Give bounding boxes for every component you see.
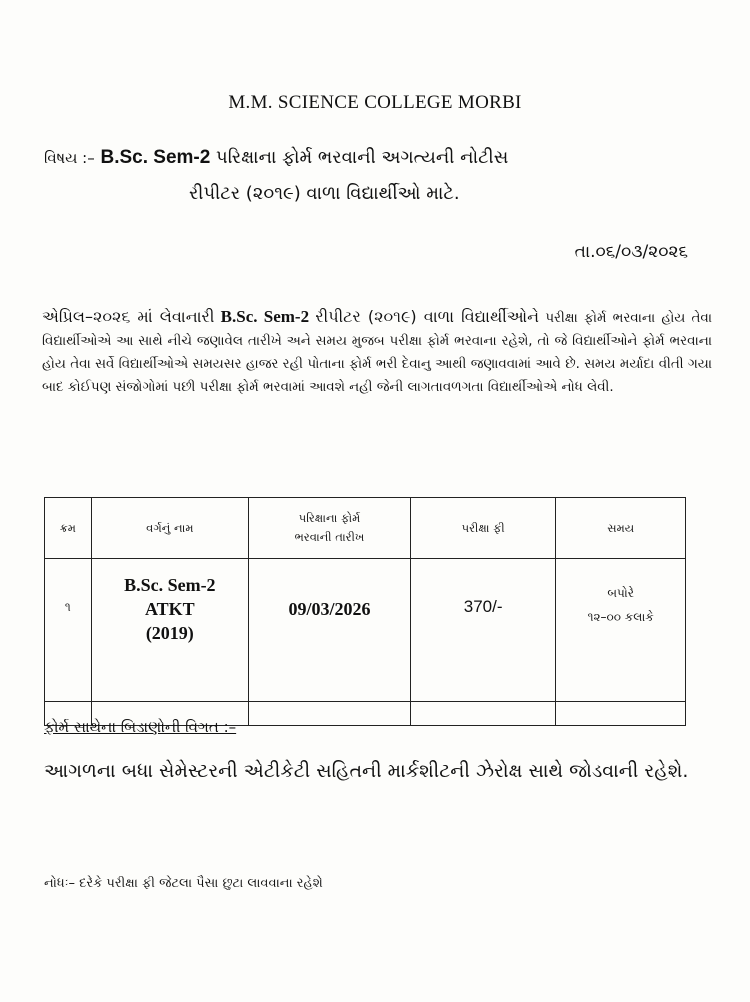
empty-cell xyxy=(556,702,686,726)
header-form-date-line1: પરિક્ષાના ફોર્મ xyxy=(298,511,361,525)
header-form-date-line2: ભરવાની તારીખ xyxy=(294,530,365,544)
cell-time-line1: બપોરે xyxy=(607,586,635,600)
header-form-date xyxy=(249,498,411,559)
cell-class-line3: (2019) xyxy=(145,623,194,643)
empty-cell xyxy=(249,702,411,726)
cell-class-line1: B.Sc. Sem-2 xyxy=(124,575,216,595)
attachments-text: આગળના બધા સેમેસ્ટરની એટીકેટી સહિતની માર્કશીટની ઝેરોક્ષ સાથે જોડવાની રહેશે. xyxy=(44,760,689,782)
cell-form-date: 09/03/2026 xyxy=(249,559,411,702)
cell-fee: 370/- xyxy=(410,559,555,702)
cell-class-line2: ATKT xyxy=(144,599,195,619)
notice-paragraph xyxy=(42,305,712,399)
notice-after-course: રીપીટર (૨૦૧૯) વાળા વિદ્યાર્થીઓને xyxy=(315,307,540,326)
cell-time xyxy=(556,559,686,702)
header-time: સમય xyxy=(556,498,686,559)
empty-cell xyxy=(410,702,555,726)
header-sr: ક્રમ xyxy=(45,498,92,559)
cell-time-line2: ૧૨–૦૦ કલાકે xyxy=(587,610,654,624)
table-header-row xyxy=(45,498,686,559)
fee-note: નોધઃ– દરેકે પરીક્ષા ફી જેટલા પૈસા છુટા લાવવાના રહેશે xyxy=(44,876,323,891)
notice-date: તા.૦૬/૦૩/૨૦૨૬ xyxy=(574,242,688,262)
subject-line xyxy=(44,140,724,212)
notice-course: B.Sc. Sem-2 xyxy=(220,307,310,326)
college-name: M.M. SCIENCE COLLEGE MORBI xyxy=(228,92,522,113)
notice-lead: એપ્રિલ–૨૦૨૬ માં લેવાનારી xyxy=(42,307,215,326)
subject-label: વિષય :– xyxy=(44,149,95,167)
exam-fee-table xyxy=(44,497,686,726)
header-class: વર્ગનું નામ xyxy=(91,498,248,559)
subject-text-line1: પરિક્ષાના ફોર્મ ભરવાની અગત્યની નોટીસ xyxy=(216,147,509,168)
cell-class xyxy=(91,559,248,702)
attachments-title: ફોર્મ સાથેના બિડાણોની વિગત :– xyxy=(44,718,237,736)
subject-course: B.Sc. Sem-2 xyxy=(100,147,211,168)
header-fee: પરીક્ષા ફી xyxy=(410,498,555,559)
subject-text-line2: રીપીટર (૨૦૧૯) વાળા વિદ્યાર્થીઓ માટે. xyxy=(189,183,460,204)
cell-sr: ૧ xyxy=(45,559,92,702)
table-row xyxy=(45,559,686,702)
notice-body: પરીક્ષા ફોર્મ ભરવાના હોય તેવા વિદ્યાર્થીઓએ આ સાથે નીચે જણાવેલ તારીખે અને સમય મુજબ પરીક્ષા ફોર્મ ભરવાના રહેશે, તો જે વિદ્યાર્થીઓને ફોર્મ ભરવાના હોય તેવા સર્વે વિદ્યાર્થીઓએ સમયસર હાજર રહી પોતાના ફોર્મ ભરી દેવાનુ આથી જણાવવામાં આવે છે. સમય મર્યાદા વીતી ગયા બાદ કોઈપણ સંજોગોમાં પછી પરીક્ષા ફોર્મ ભરવામાં આવશે નહી જેની લાગતાવળગતા વિદ્યાર્થીઓએ નોધ લેવી. xyxy=(42,311,713,395)
